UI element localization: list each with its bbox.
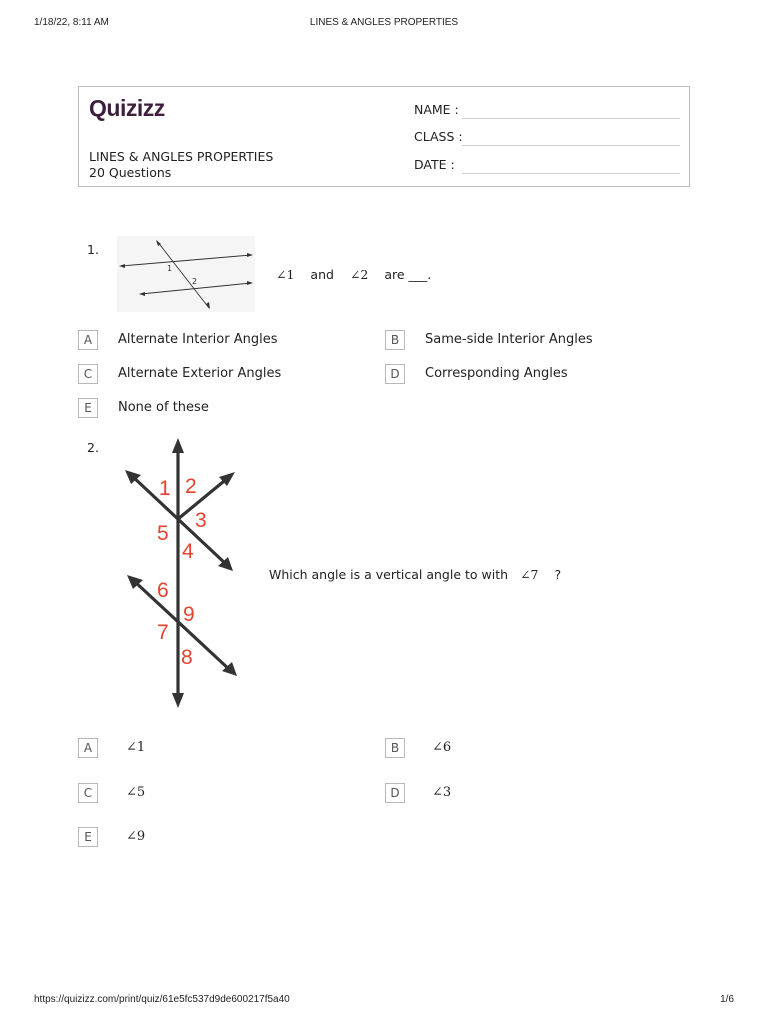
question-1-figure — [117, 236, 255, 312]
angle-1-ref: ∠1 — [276, 267, 295, 282]
class-line — [462, 145, 680, 146]
figure1-label-2: 2 — [192, 277, 198, 286]
q2-option-c-box[interactable]: C — [78, 783, 98, 803]
figure2-label-1: 1 — [159, 477, 171, 500]
q2-option-a-box[interactable]: A — [78, 738, 98, 758]
date-label: DATE : — [414, 157, 455, 172]
print-datetime: 1/18/22, 8:11 AM — [34, 17, 109, 28]
q1-option-a-box[interactable]: A — [78, 330, 98, 350]
q2-option-c-text[interactable]: ∠5 — [126, 785, 146, 800]
date-line — [462, 173, 680, 174]
name-label: NAME : — [414, 102, 459, 117]
question-2-number: 2. — [87, 440, 99, 455]
question-2-figure — [117, 433, 247, 713]
quizizz-logo: Quizizz — [89, 95, 165, 121]
q1-option-d-box[interactable]: D — [385, 364, 405, 384]
angle-7-ref: ∠7 — [520, 567, 539, 582]
figure2-label-3: 3 — [195, 509, 207, 532]
question-1-text — [276, 267, 431, 282]
print-title: LINES & ANGLES PROPERTIES — [309, 17, 459, 28]
parallel-line-top — [121, 255, 251, 266]
q1-option-e-box[interactable]: E — [78, 398, 98, 418]
question-2-suffix: ? — [554, 567, 562, 582]
q2-option-b-text[interactable]: ∠6 — [432, 740, 452, 755]
print-url[interactable]: https://quizizz.com/print/quiz/61e5fc537d9de600217f5a40 — [34, 994, 290, 1005]
question-2-prefix: Which angle is a vertical angle to with — [269, 567, 509, 582]
figure2-label-2: 2 — [185, 475, 197, 498]
are-blank: are ___. — [384, 267, 432, 282]
page-number: 1/6 — [720, 994, 734, 1005]
question-count: 20 Questions — [89, 165, 172, 180]
q2-option-d-box[interactable]: D — [385, 783, 405, 803]
figure2-label-9: 9 — [183, 603, 195, 626]
and-word: and — [310, 267, 334, 282]
q2-option-d-text[interactable]: ∠3 — [432, 785, 452, 800]
name-line — [462, 118, 680, 119]
q1-option-b-text[interactable]: Same-side Interior Angles — [425, 332, 593, 347]
figure2-label-4: 4 — [182, 540, 194, 563]
quiz-header-box — [78, 86, 690, 187]
transversal-line — [157, 241, 209, 308]
figure1-label-1: 1 — [167, 264, 173, 273]
q1-option-e-text[interactable]: None of these — [118, 400, 209, 415]
question-2-text — [269, 567, 561, 582]
q1-option-c-box[interactable]: C — [78, 364, 98, 384]
figure2-label-6: 6 — [157, 579, 169, 602]
q2-option-a-text[interactable]: ∠1 — [126, 740, 146, 755]
q2-option-e-box[interactable]: E — [78, 827, 98, 847]
q1-option-c-text[interactable]: Alternate Exterior Angles — [118, 366, 282, 381]
figure2-label-5: 5 — [157, 522, 169, 545]
q1-option-b-box[interactable]: B — [385, 330, 405, 350]
angle-2-ref: ∠2 — [349, 267, 369, 282]
figure2-label-7: 7 — [157, 621, 169, 644]
q1-option-a-text[interactable]: Alternate Interior Angles — [118, 332, 278, 347]
quiz-title: LINES & ANGLES PROPERTIES — [89, 149, 274, 164]
q2-option-e-text[interactable]: ∠9 — [126, 829, 146, 844]
class-label: CLASS : — [414, 129, 463, 144]
figure2-label-8: 8 — [181, 646, 193, 669]
q1-option-d-text[interactable]: Corresponding Angles — [425, 366, 568, 381]
question-1-number: 1. — [87, 242, 99, 257]
q2-option-b-box[interactable]: B — [385, 738, 405, 758]
